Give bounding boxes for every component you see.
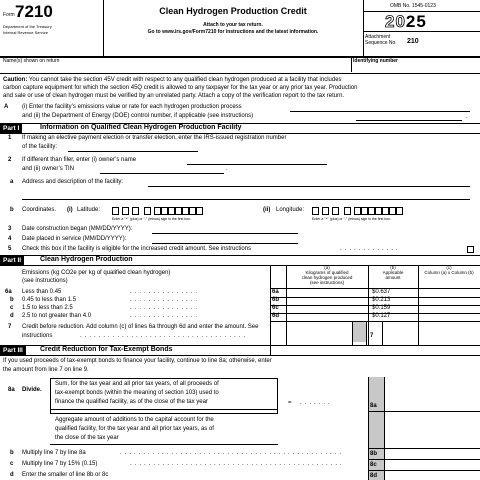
kilograms-input[interactable] [287, 305, 367, 313]
line8a-number: 8a [8, 387, 15, 393]
line7-text2: instructions [22, 333, 53, 339]
registration-number-field[interactable] [68, 151, 198, 152]
line2-text1: If different than filer, enter (i) owner’s name [22, 157, 137, 163]
denominator-text3: the close of the tax year [55, 435, 119, 441]
line2a-text: Address and description of the facility: [22, 179, 124, 185]
row-emissions-range: Less than 0.45 [22, 289, 62, 295]
line2b-letter: b [10, 207, 14, 213]
line7-text1: Credit before reduction. Add column (c) of lines 6a through 6d and enter the amount. See [22, 324, 259, 330]
part3-intro1: If you used proceeds of tax-exempt bonds to finance your facility, continue to line 8a; otherwise, enter [3, 358, 272, 364]
line8d-letter: d [10, 472, 14, 478]
line7-amount-field[interactable] [382, 322, 480, 345]
identifying-number-field[interactable] [353, 64, 477, 72]
column-c-input[interactable] [419, 305, 479, 313]
line8d-text: Enter the smaller of line 8b or 8c [22, 472, 109, 478]
line8b-text: Multiply line 7 by line 8a [22, 450, 86, 456]
numerator-text1: Sum, for the tax year and all prior tax years, of all proceeds of [55, 381, 219, 387]
coordinate-digit-box[interactable] [132, 207, 139, 215]
part2-title: Clean Hydrogen Production [40, 256, 133, 263]
part3-intro2: the amount from line 7 on line 9. [3, 367, 89, 373]
line4-number: 4 [8, 236, 12, 242]
coordinate-digit-box[interactable] [322, 207, 329, 215]
longitude-hint: Enter a "+" (plus) or "-" (minus) sign in the first box. [312, 217, 391, 221]
applicable-amount: $0.637 [372, 289, 391, 295]
line-a-text1: (i) Enter the facility’s emissions value or rate for each hydrogen production process [22, 104, 242, 110]
column-c-input[interactable] [419, 297, 479, 305]
coordinate-digit-box[interactable] [182, 207, 189, 215]
coordinate-digit-box[interactable] [154, 207, 161, 215]
coordinate-digit-box[interactable] [361, 207, 368, 215]
line1-text2: of the facility: [22, 144, 58, 150]
part2-label: Part II [0, 256, 24, 265]
row-number: c [10, 305, 14, 311]
caution-line2: carbon capture equipment for which the section 45Q credit is allowed to any taxpayer for the tax year or any prior tax year. Production [3, 85, 358, 91]
latitude-i: (i) [67, 207, 73, 213]
coordinate-digit-box[interactable] [344, 207, 351, 215]
coordinate-digit-box[interactable] [161, 207, 168, 215]
col-b-header: (b) Applicable amount [382, 265, 404, 280]
attach-text: Attach to your tax return. [203, 22, 263, 28]
row-emissions-range: 0.45 to less than 1.5 [22, 297, 77, 303]
coordinate-digit-box[interactable] [382, 207, 389, 215]
coordinate-digit-box[interactable] [375, 207, 382, 215]
line-a-text2: and (ii) the Department of Energy (DOE) control number, if applicable (see instructions) [22, 113, 254, 119]
row-emissions-range: 1.5 to less than 2.5 [22, 305, 73, 311]
coordinate-digit-box[interactable] [196, 207, 203, 215]
numerator-text3: finance the qualified facility, as of the close of the tax year [55, 399, 208, 405]
row-number: 6a [5, 289, 12, 295]
leader-dots: ............... [130, 297, 201, 303]
line7-box-label: 7 [370, 333, 374, 339]
kilograms-input[interactable] [287, 297, 367, 305]
line3-text: Date construction began (MM/DD/YYYY): [22, 226, 133, 232]
owner-name-field[interactable] [187, 164, 327, 165]
leader-dots: ............... [130, 313, 201, 319]
column-c-input[interactable] [419, 313, 479, 321]
applicable-amount: $0.159 [372, 305, 391, 311]
emissions-col-desc1: Emissions (kg CO2e per kg of qualified clean hydrogen) [22, 270, 171, 276]
increased-credit-checkbox[interactable] [467, 246, 474, 253]
identifying-number-label: Identifying number [353, 58, 398, 64]
coordinate-digit-box[interactable] [168, 207, 175, 215]
line7-number: 7 [8, 324, 12, 330]
equals-sign: = [288, 400, 292, 406]
coordinate-digit-box[interactable] [175, 207, 182, 215]
caution-line1: Caution: You cannot take the section 45V credit with respect to any qualified clean hydrogen produced at a facility that includes [3, 77, 342, 83]
column-c-input[interactable] [419, 289, 479, 297]
coordinate-digit-box[interactable] [332, 207, 339, 215]
form-word: Form [3, 12, 15, 18]
form-title: Clean Hydrogen Production Credit [159, 6, 307, 16]
coordinate-digit-box[interactable] [112, 207, 119, 215]
address-field-line1[interactable] [148, 186, 470, 187]
dept-line1: Department of the Treasury [3, 24, 52, 29]
row-number: b [10, 297, 14, 303]
denominator-text2: qualified facility, for the tax year and all prior tax years, as of [55, 426, 214, 432]
line8c-letter: c [10, 461, 14, 467]
line8d-amount-field[interactable] [384, 471, 480, 480]
line8d-box-label: 8d [370, 473, 378, 479]
line2-text2: and (ii) owner’s TIN [22, 166, 75, 172]
name-field[interactable] [4, 63, 348, 72]
omb-number: OMB No. 1545-0123 [390, 3, 436, 9]
line8b-amount-field[interactable] [384, 449, 480, 459]
line8b-box-label: 8b [370, 451, 378, 457]
owner-tin-field[interactable] [100, 173, 224, 174]
applicable-amount: $0.127 [372, 313, 391, 319]
part1-label: Part I [0, 124, 22, 133]
coordinate-digit-box[interactable] [312, 207, 319, 215]
line1-text1: If making an elective payment election or transfer election, enter the IRS-issued registration number [22, 135, 287, 141]
row-box-label: 6d [272, 313, 280, 319]
longitude-ii: (ii) [263, 207, 271, 213]
emissions-col-desc2: (see instructions) [22, 278, 68, 284]
numerator-text2: tax-exempt bonds (within the meaning of section 103) used to [55, 390, 219, 396]
coordinate-digit-box[interactable] [368, 207, 375, 215]
kilograms-input[interactable] [287, 289, 367, 297]
coordinate-digit-box[interactable] [389, 207, 396, 215]
row-emissions-range: 2.5 to not greater than 4.0 [22, 313, 92, 319]
line2a-letter: a [10, 179, 14, 185]
dept-line2: Internal Revenue Service [3, 30, 48, 35]
sequence-label: Sequence No. [365, 40, 397, 46]
part1-title: Information on Qualified Clean Hydrogen Production Facility [40, 124, 242, 131]
leader-dots: ............... [130, 289, 201, 295]
line2-number: 2 [8, 157, 12, 163]
name-label: Name(s) shown on return [3, 58, 60, 64]
coordinate-digit-box[interactable] [396, 207, 403, 215]
part3-title: Credit Reduction for Tax-Exempt Bonds [40, 346, 173, 353]
coordinates-label: Coordinates. [22, 207, 57, 213]
row-number: d [10, 313, 14, 319]
construction-date-field[interactable] [152, 233, 298, 234]
line8c-amount-field[interactable] [384, 460, 480, 470]
emissions-rate-field[interactable] [290, 111, 470, 112]
row-box-label: 6b [272, 297, 280, 303]
attachment-label: Attachment [365, 34, 391, 40]
line8a-amount-field[interactable] [384, 396, 480, 411]
col-c-header: (c) Column (a) x Column (b) [424, 265, 474, 275]
latitude-hint: Enter a "+" (plus) or "-" (minus) sign in the first box. [112, 217, 191, 221]
row-box-label: 6a [272, 289, 279, 295]
coordinate-digit-box[interactable] [144, 207, 151, 215]
line4-text: Date placed in service (MM/DD/YYYY): [22, 236, 127, 242]
line3-number: 3 [8, 226, 12, 232]
line8c-text: Multiply line 7 by 15% (0.15) [22, 461, 98, 467]
leader-dots: ............... [130, 305, 201, 311]
caution-line3: and sale or use of clean hydrogen must be verified by an unrelated party. Attach a copy of the verification report to the tax return. [3, 93, 345, 99]
sequence-number: 210 [407, 38, 419, 45]
line8a-divide-label: Divide. [22, 387, 42, 393]
coordinate-digit-box[interactable] [354, 207, 361, 215]
line8a-box-label: 8a [370, 403, 377, 409]
line8b-letter: b [10, 450, 14, 456]
line5-number: 5 [8, 246, 12, 252]
applicable-amount: $0.213 [372, 297, 391, 303]
form-number: 7210 [15, 2, 53, 21]
part3-label: Part III [0, 346, 26, 355]
col-a-header: (a) Kilograms of qualified clean hydrogen produced (see instructions) [301, 265, 353, 285]
address-field-line2[interactable] [22, 199, 470, 200]
line5-text: Check this box if the facility is eligible for the increased credit amount. See instructions [22, 246, 252, 252]
kilograms-input[interactable] [287, 313, 367, 321]
coordinate-digit-box[interactable] [122, 207, 129, 215]
placed-in-service-date-field[interactable] [152, 243, 298, 244]
row-box-label: 6c [272, 305, 279, 311]
longitude-label: Longitude: [276, 207, 305, 213]
latitude-label: Latitude: [77, 207, 101, 213]
line1-number: 1 [8, 135, 12, 141]
line8c-box-label: 8c [370, 462, 377, 468]
line-a-label: A [4, 104, 9, 110]
tax-year: 2025 [385, 12, 427, 31]
coordinate-digit-box[interactable] [189, 207, 196, 215]
doe-control-number-field[interactable] [356, 120, 462, 121]
goto-text: Go to www.irs.gov/Form7210 for instructions and the latest information. [147, 29, 319, 35]
denominator-text1: Aggregate amount of additions to the capital account for the [55, 417, 214, 423]
